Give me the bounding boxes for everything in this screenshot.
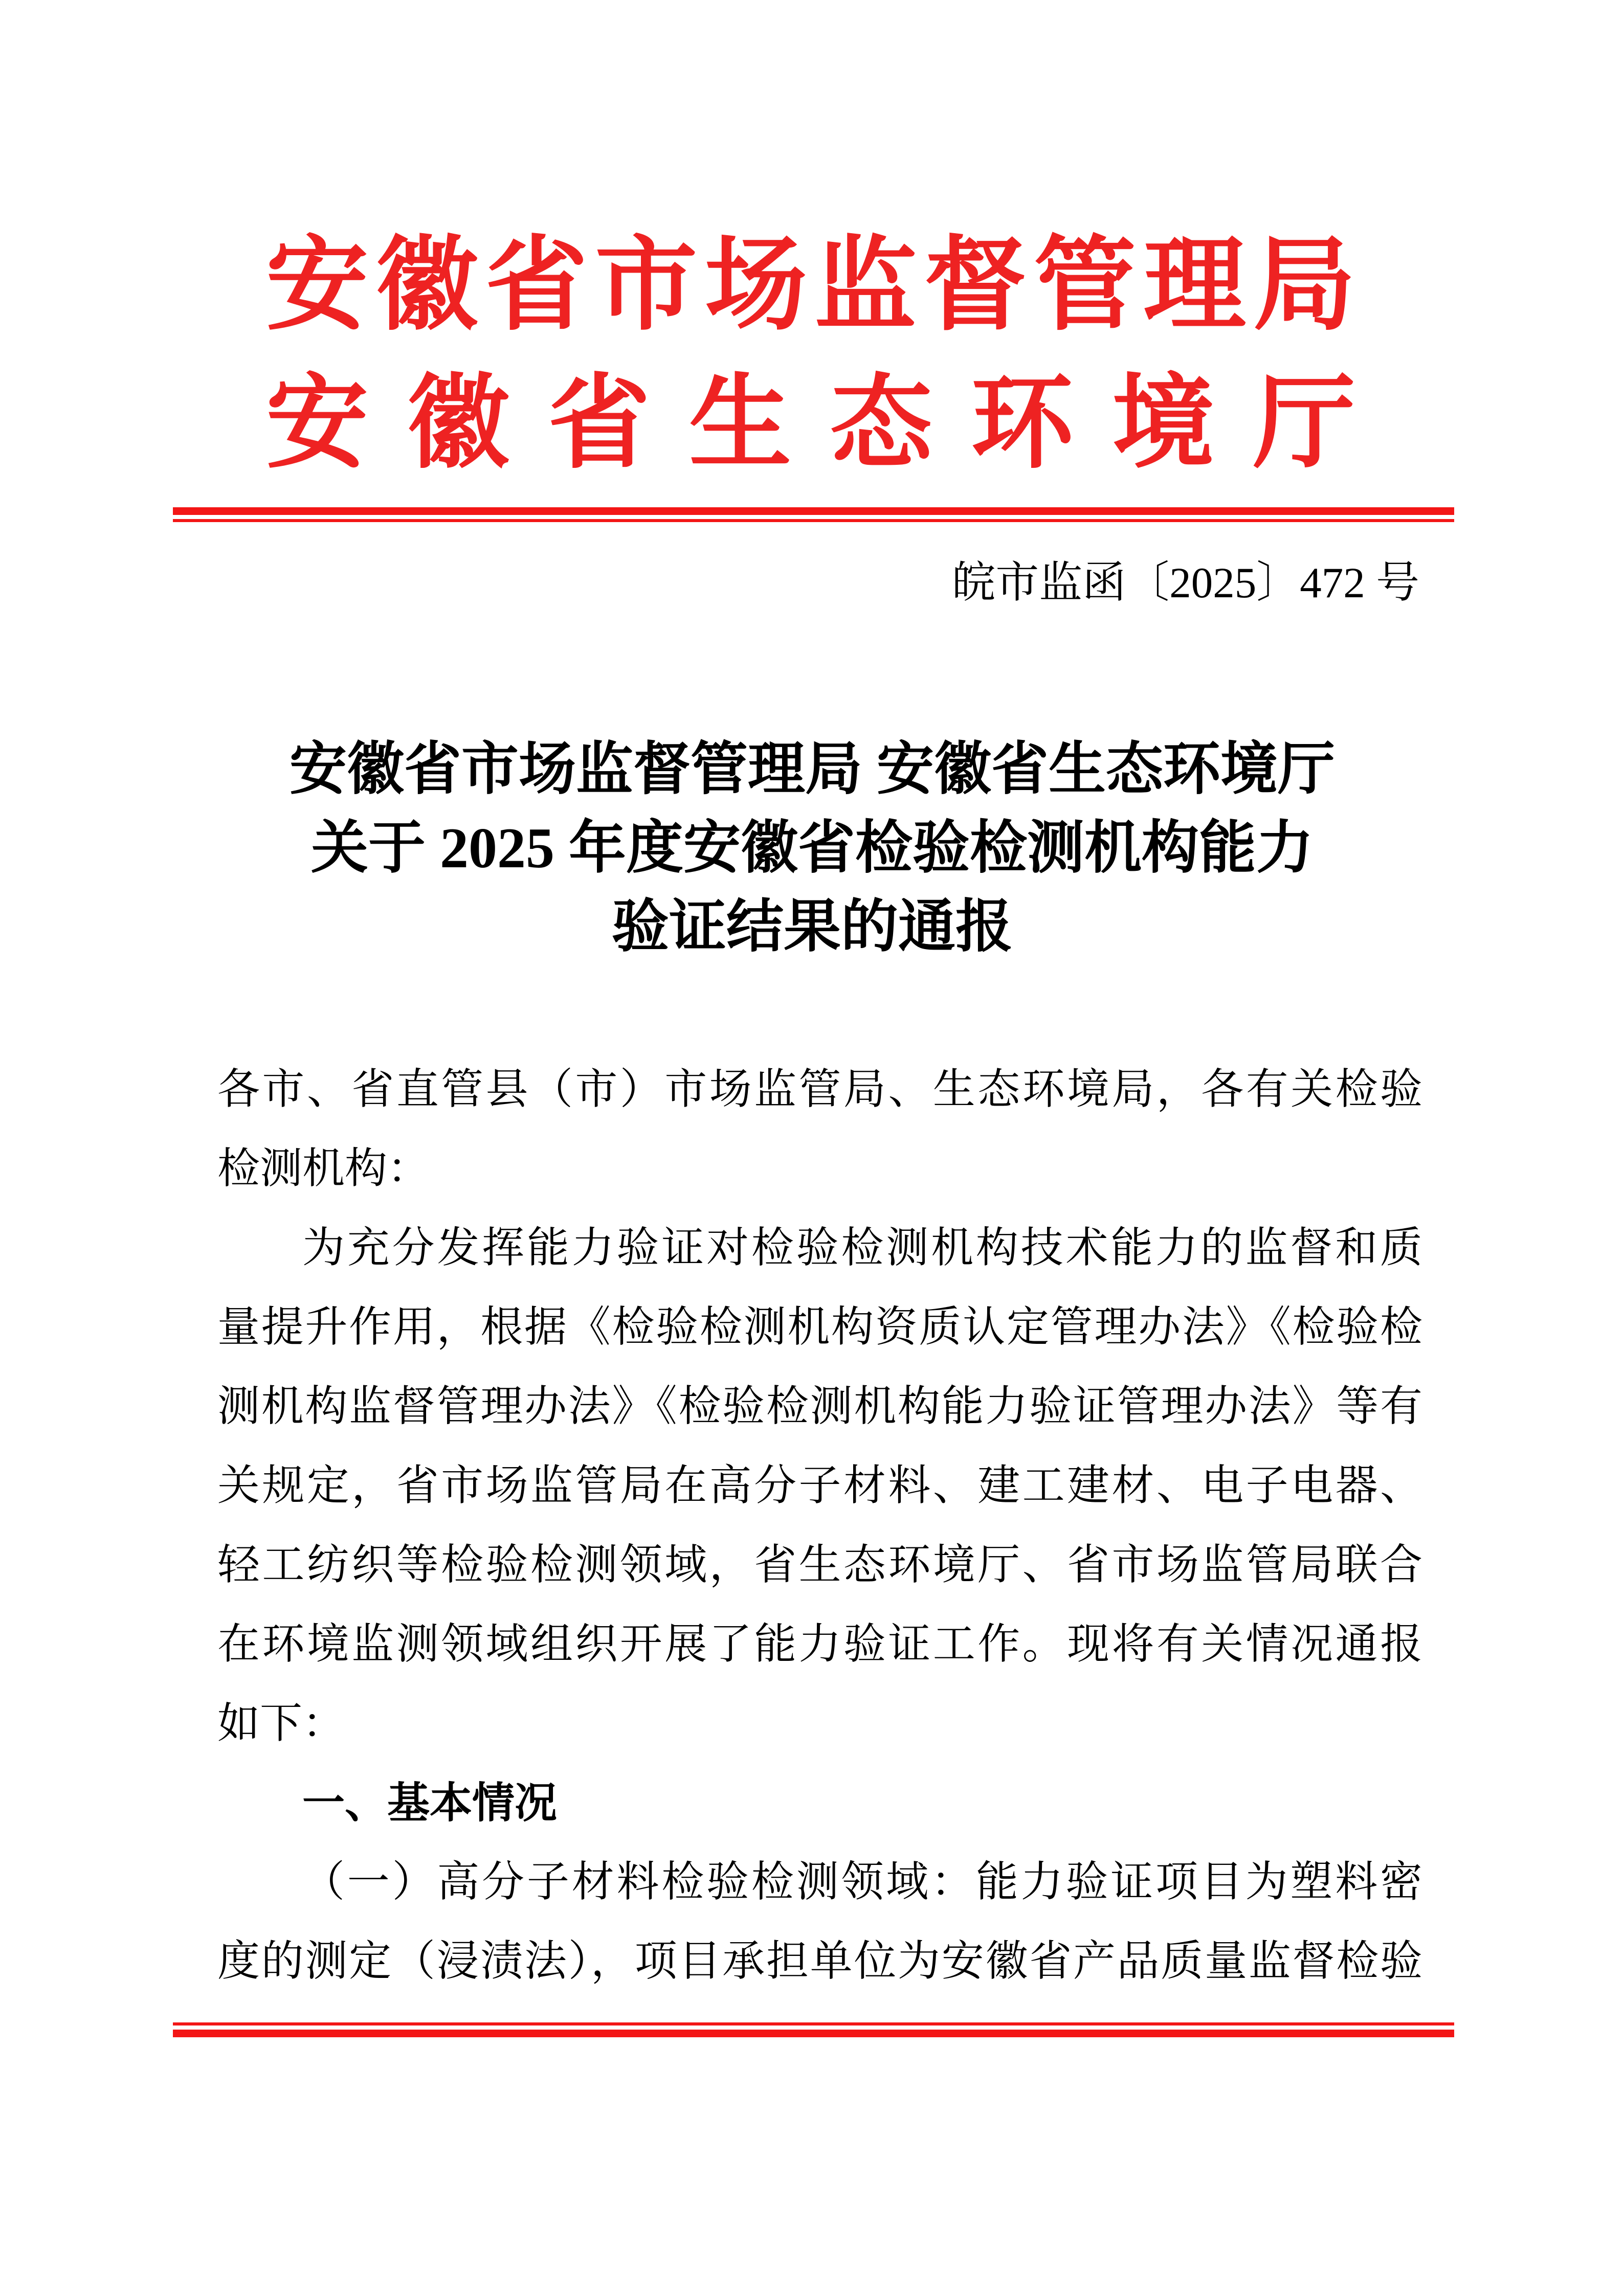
document-body xyxy=(217,1050,1422,2001)
paragraph-1-line-4: 关规定，省市场监管局在高分子材料、建工建材、电子电器、 xyxy=(217,1462,1422,1509)
paragraph-1-line-7: 如下： xyxy=(217,1700,345,1747)
document-title xyxy=(210,730,1415,966)
red-separator-top-thick xyxy=(173,507,1454,515)
paragraph-1-line-6: 在环境监测领域组织开展了能力验证工作。现将有关情况通报 xyxy=(217,1620,1422,1668)
paragraph-1-line-2: 量提升作用，根据《检验检测机构资质认定管理办法》《检验检 xyxy=(217,1303,1422,1350)
salutation-line-2: 检测机构： xyxy=(217,1145,430,1192)
title-line-1: 安徽省市场监督管理局 安徽省生态环境厅 xyxy=(290,738,1335,801)
salutation-line-1: 各市、省直管县（市）市场监管局、生态环境局，各有关检验 xyxy=(217,1066,1422,1113)
paragraph-1-line-5: 轻工纺织等检验检测领域，省生态环境厅、省市场监管局联合 xyxy=(217,1541,1422,1588)
title-line-3: 验证结果的通报 xyxy=(612,895,1013,959)
doc-number: 皖市监函〔2025〕472 号 xyxy=(952,559,1419,607)
title-line-2: 关于 2025 年度安徽省检验检测机构能力 xyxy=(311,817,1314,880)
letterhead-org-line-1: 安徽省市场监督管理局 xyxy=(266,230,1355,343)
paragraph-1-line-3: 测机构监督管理办法》《检验检测机构能力验证管理办法》等有 xyxy=(217,1383,1422,1430)
red-separator-bottom-thin xyxy=(173,2022,1454,2025)
paragraph-1-line-1: 为充分发挥能力验证对检验检测机构技术能力的监督和质 xyxy=(302,1224,1422,1271)
section-heading-basic-info: 一、基本情况 xyxy=(302,1779,557,1827)
paragraph-2-line-1: （一）高分子材料检验检测领域：能力验证项目为塑料密 xyxy=(302,1858,1422,1905)
red-separator-bottom-thick xyxy=(173,2030,1454,2037)
paragraph-2-line-2: 度的测定（浸渍法），项目承担单位为安徽省产品质量监督检验 xyxy=(217,1938,1422,1985)
letterhead xyxy=(266,217,1355,493)
letterhead-org-line-2: 安徽省生态环境厅 xyxy=(266,368,1355,481)
red-separator-top-thin xyxy=(173,519,1454,522)
